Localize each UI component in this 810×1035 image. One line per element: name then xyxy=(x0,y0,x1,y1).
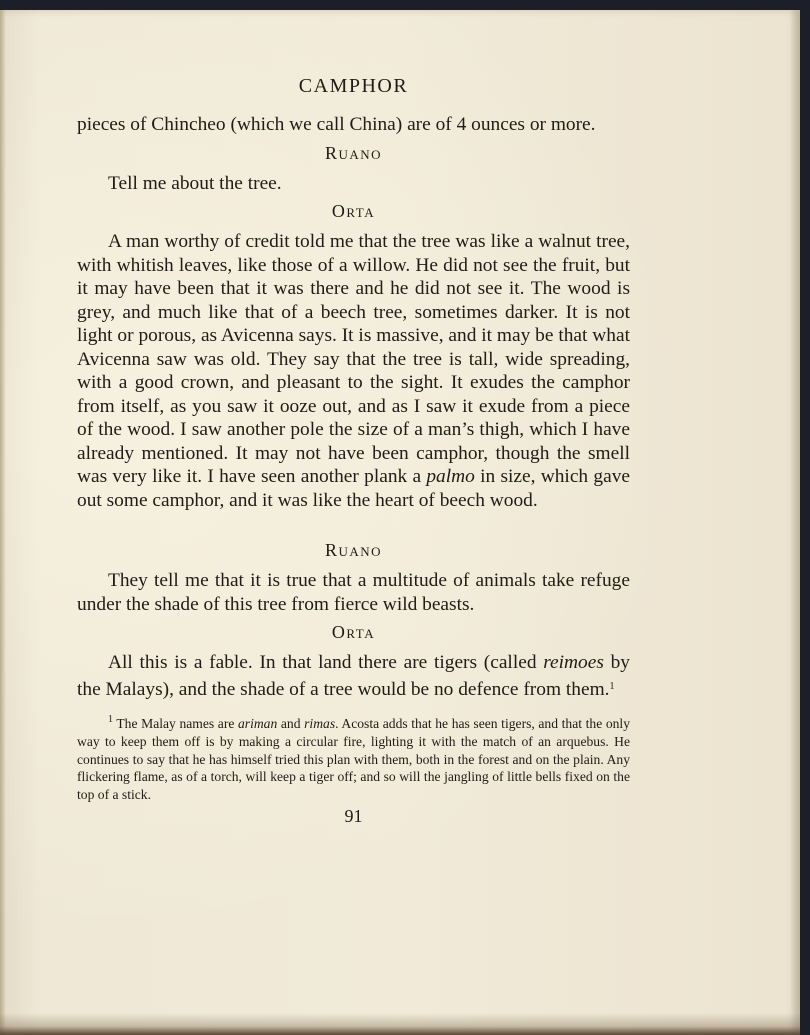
italic-term: palmo xyxy=(426,466,475,487)
page-gutter-shadow xyxy=(0,10,6,1035)
speaker-ruano: Ruano xyxy=(324,540,383,560)
continuation-paragraph: pieces of Chincheo (which we call China) are of 4 ounces or more. xyxy=(77,114,596,135)
running-head: CAMPHOR xyxy=(298,75,409,97)
speech-text: A man worthy of credit told me that the tree was like a walnut tree, with whitish leaves, like those of a willow. He did not see the fruit, but it may have been that it was there and he did not see it. The wood is grey, and much like that of a beech tree, sometimes darker. It is not light or porous, as Avicenna says. It is massive, and it may be that what Avicenna saw was old. They say that the tree is tall, wide spreading, with a good crown, and pleasant to the sight. It exudes the camphor from itself, as you saw it ooze out, and as I saw it exude from a piece of the wood. I saw another pole the size of a man’s thigh, which I have already mentioned. It may not have been camphor, though the smell was very like it. I have seen another plank a xyxy=(77,231,630,487)
speaker-orta: Orta xyxy=(331,201,376,221)
italic-term: reimoes xyxy=(543,652,604,673)
speech-paragraph xyxy=(77,230,630,512)
footnote-reference[interactable]: 1 xyxy=(609,680,615,692)
italic-term: ariman xyxy=(238,716,278,731)
footnote xyxy=(77,711,630,804)
speech-text: by the Malays), and the shade of a tree would be no defence from them. xyxy=(77,652,630,700)
footnote-marker: 1 xyxy=(108,714,113,725)
speaker-ruano: Ruano xyxy=(324,142,383,163)
speech-paragraph xyxy=(77,651,630,701)
speech-text: in size, which gave out some camphor, and it was like the heart of beech wood. xyxy=(77,466,630,511)
page-number: 91 xyxy=(344,805,363,826)
footnote-text: . Acosta adds that he has seen tigers, and that the only way to keep them off is by making a circular fire, lighting it with the match of an arquebus. He continues to say that he has himself tried this plan with them, both in the forest and on the plain. Any flickering flame, as of a torch, will keep a tiger off; and so will the jangling of little bells fixed on the top of a stick. xyxy=(77,716,631,803)
footnote-text: The Malay names are xyxy=(116,716,238,731)
page-bottom-edge xyxy=(0,1013,800,1035)
book-page xyxy=(0,10,800,1035)
speech-paragraph: Tell me about the tree. xyxy=(108,172,282,194)
speech-text: All this is a fable. In that land there are tigers (called xyxy=(108,652,544,673)
speaker-orta: Orta xyxy=(331,622,376,642)
italic-term: rimas xyxy=(304,716,336,731)
speech-paragraph: They tell me that it is true that a multitude of animals take refuge under the shade of this tree from fierce wild beasts. xyxy=(77,570,630,615)
page-text-block xyxy=(77,65,630,827)
footnote-text: and xyxy=(277,716,305,731)
